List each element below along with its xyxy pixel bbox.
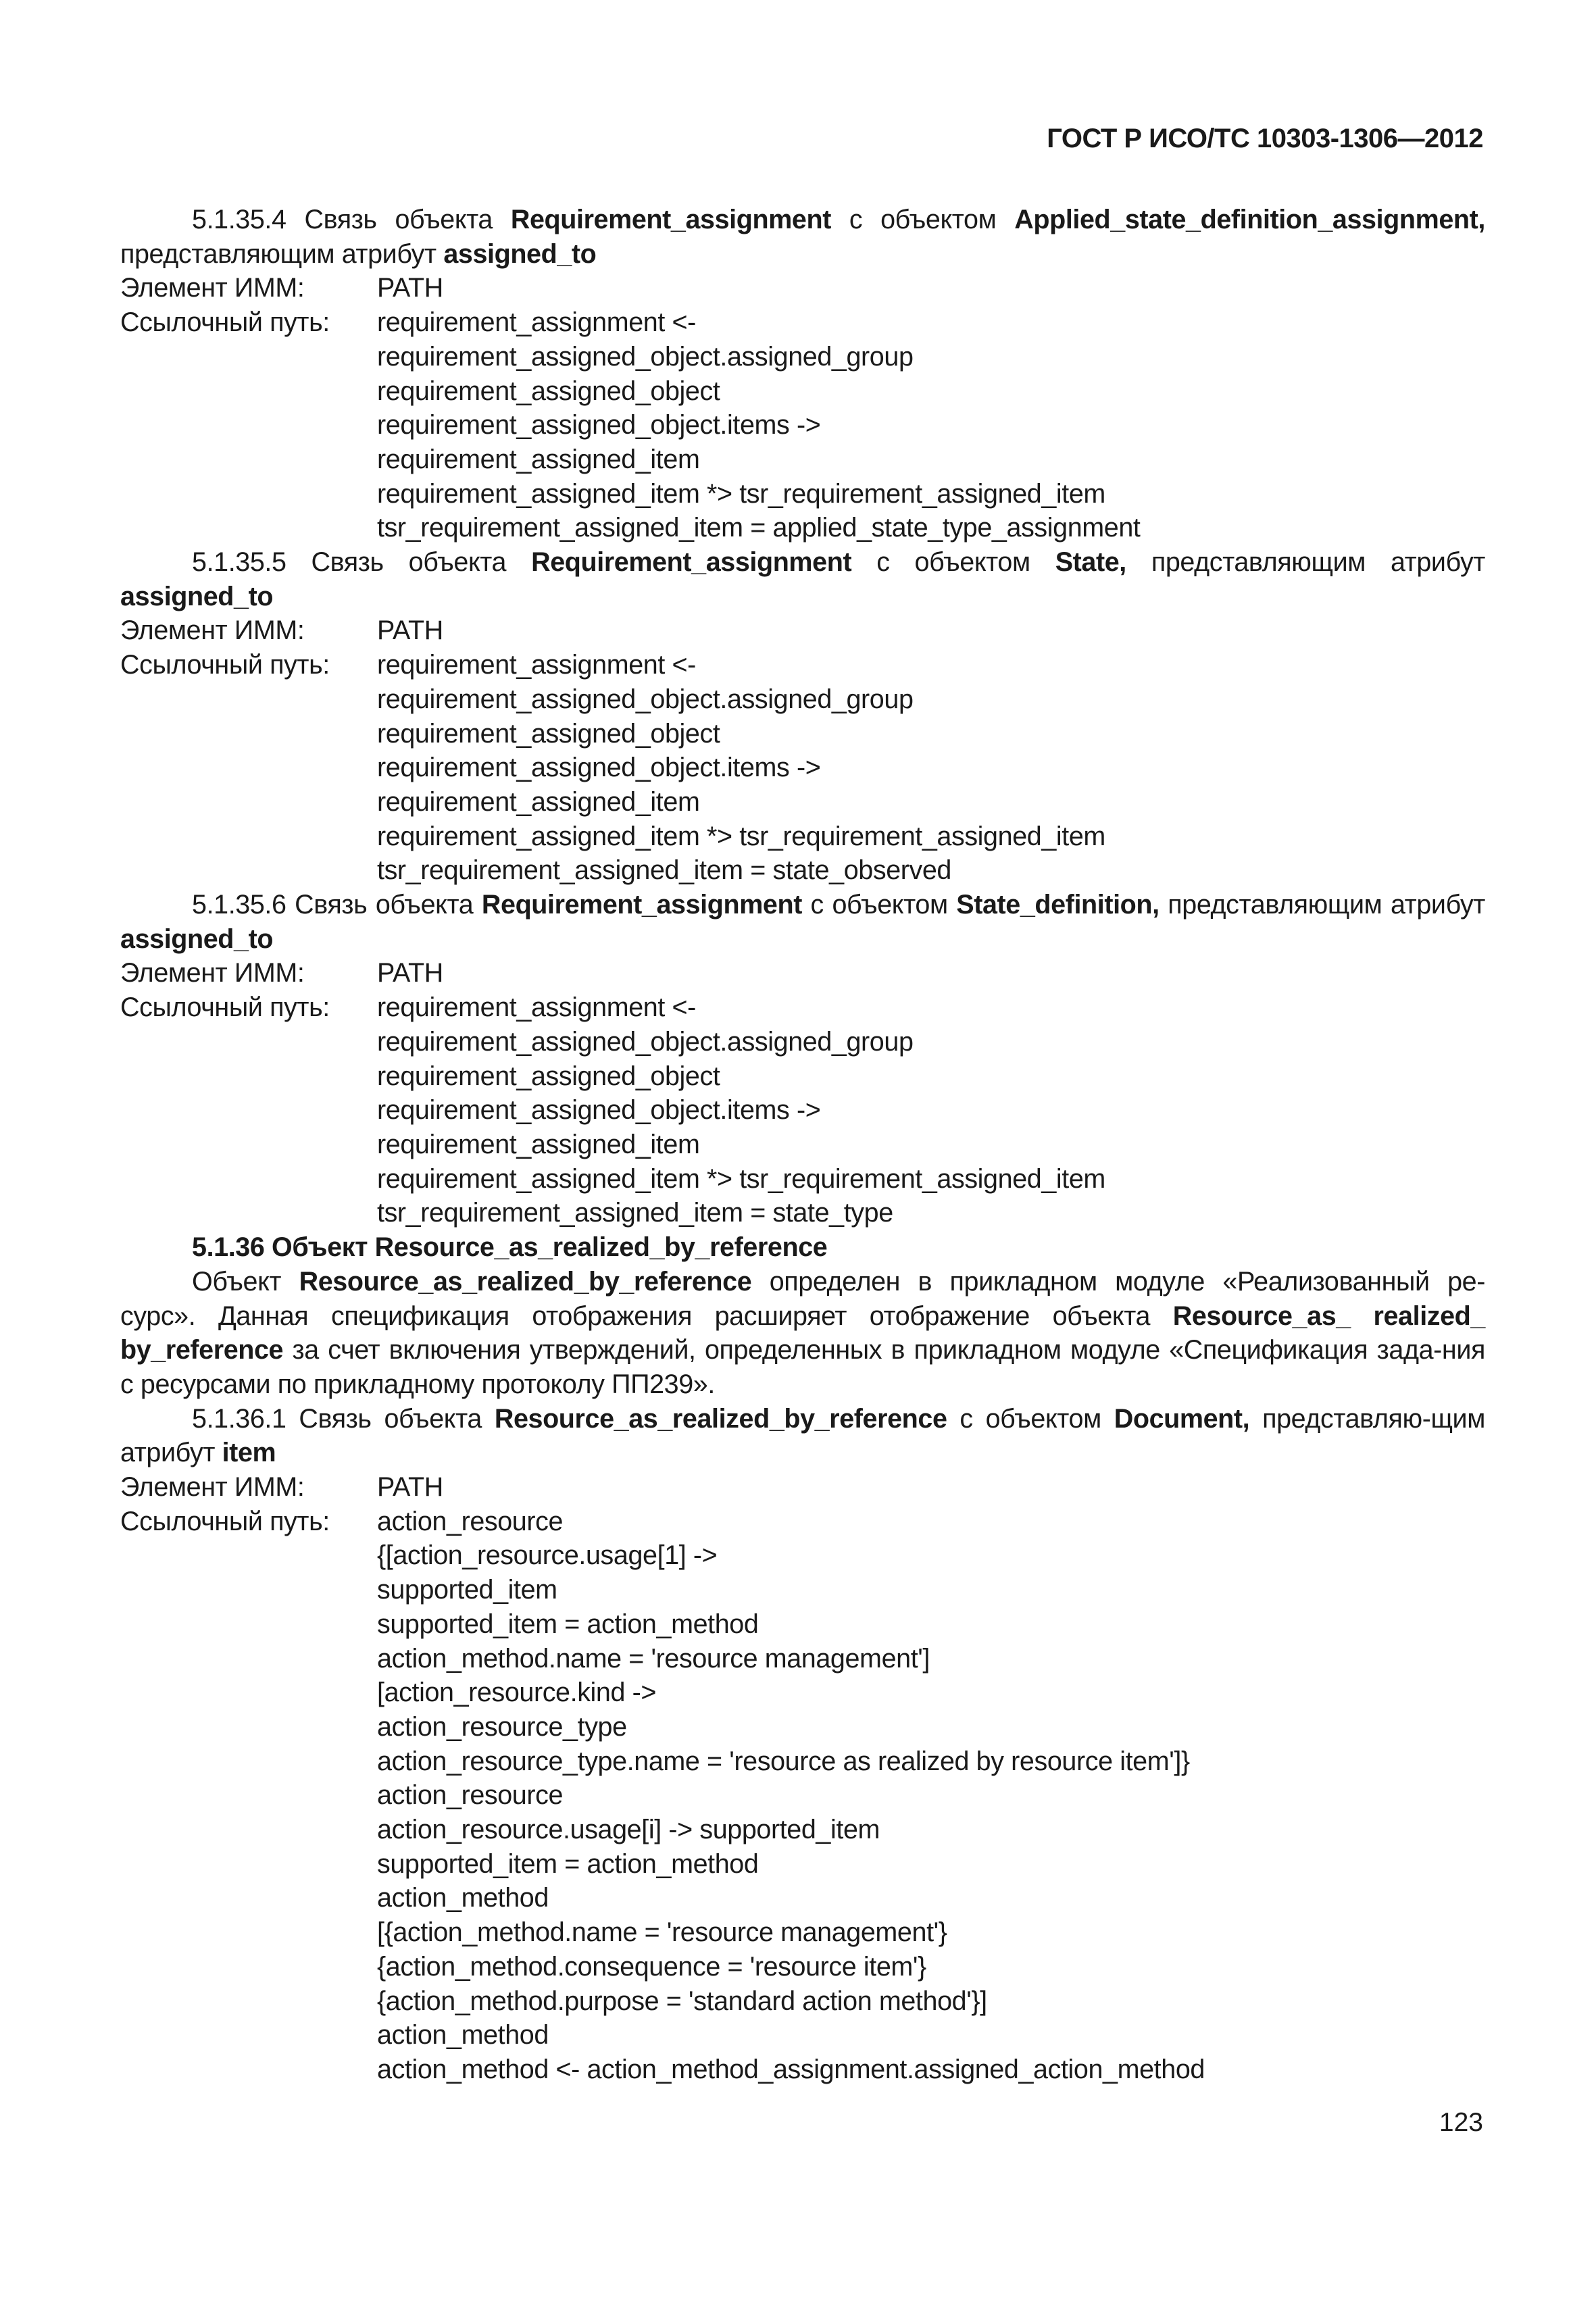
section-intro: Объект Resource_as_realized_by_reference определен в прикладном модуле «Реализованный ре-сурс». Данная спецификация отображения расширяет отображение объекта Resource_as_ realized_ by_reference за счет включения утверждений, определенных в прикладном модуле «Спецификация зада-ния с ресурсами по прикладному протоколу ПП239».: [120, 1266, 1485, 1399]
section-5-1-36: [120, 1230, 1485, 2087]
aim-element-label: Элемент ИММ:: [120, 615, 305, 646]
path-line: requirement_assigned_object.assigned_group: [377, 341, 914, 372]
path-line: requirement_assigned_object: [377, 376, 720, 406]
path-line: action_resource: [377, 1506, 564, 1536]
entity-name: Requirement_assignment: [531, 547, 852, 578]
reference-path-label: Ссылочный путь:: [120, 1506, 330, 1536]
page-number: 123: [1439, 2108, 1483, 2137]
aim-element-value: PATH: [377, 958, 443, 988]
attribute-name: assigned_to: [120, 924, 274, 954]
path-line: action_resource_type: [377, 1711, 627, 1742]
aim-element-value: PATH: [377, 273, 443, 303]
path-line: action_method.name = 'resource management']: [377, 1643, 930, 1674]
section-5-1-35-4: [120, 203, 1485, 545]
reference-path: [120, 1025, 1485, 1230]
path-line: requirement_assignment <-: [377, 307, 696, 338]
path-line: requirement_assignment <-: [377, 992, 696, 1023]
path-line: tsr_requirement_assigned_item = state_type: [377, 1198, 893, 1228]
path-line: requirement_assigned_object: [377, 718, 720, 749]
section-heading: 5.1.36 Объект Resource_as_realized_by_reference: [192, 1232, 828, 1263]
aim-element-label: Элемент ИММ:: [120, 273, 305, 303]
page-content: [120, 203, 1485, 2087]
path-line: requirement_assigned_item: [377, 786, 700, 817]
path-line: supported_item: [377, 1575, 557, 1605]
aim-element-value: PATH: [377, 615, 443, 646]
attribute-name: assigned_to: [120, 581, 274, 611]
section-5-1-35-5: [120, 545, 1485, 888]
reference-path-row: [120, 1505, 1485, 1539]
aim-element-row: [120, 1470, 1485, 1505]
reference-path-label: Ссылочный путь:: [120, 650, 330, 680]
path-line: requirement_assigned_object.assigned_group: [377, 684, 914, 714]
reference-path: [120, 682, 1485, 888]
entity-name: State,: [1055, 547, 1126, 578]
aim-element-label: Элемент ИММ:: [120, 1472, 305, 1503]
path-line: requirement_assigned_object.items ->: [377, 410, 821, 441]
section-5-1-35-6: [120, 888, 1485, 1230]
path-line: {[action_resource.usage[1] ->: [377, 1540, 718, 1571]
reference-path: [120, 340, 1485, 545]
path-line: requirement_assignment <-: [377, 650, 696, 680]
reference-path-row: [120, 305, 1485, 340]
path-line: {action_method.purpose = 'standard action method'}]: [377, 1986, 987, 2016]
reference-path: [120, 1538, 1485, 2086]
path-line: requirement_assigned_item *> tsr_requirement_assigned_item: [377, 821, 1105, 851]
path-line: [action_resource.kind ->: [377, 1678, 657, 1708]
path-line: requirement_assigned_item *> tsr_requirement_assigned_item: [377, 478, 1105, 509]
path-line: tsr_requirement_assigned_item = state_observed: [377, 855, 952, 886]
path-line: requirement_assigned_object.items ->: [377, 1095, 821, 1126]
path-line: requirement_assigned_item: [377, 444, 700, 474]
aim-element-row: [120, 271, 1485, 305]
attribute-name: assigned_to: [443, 238, 597, 269]
path-line: requirement_assigned_object.items ->: [377, 753, 821, 783]
path-line: requirement_assigned_item *> tsr_requirement_assigned_item: [377, 1163, 1105, 1194]
attribute-name: item: [222, 1438, 276, 1468]
path-line: {action_method.consequence = 'resource item'}: [377, 1951, 926, 1982]
path-line: requirement_assigned_object: [377, 1061, 720, 1091]
document-header: ГОСТ Р ИСО/ТС 10303-1306—2012: [1047, 124, 1483, 153]
section-title: 5.1.36.1 Связь объекта Resource_as_realized_by_reference с объектом Document, представляю-щим атрибут item: [120, 1403, 1485, 1468]
entity-name: Requirement_assignment: [481, 890, 802, 920]
aim-element-row: [120, 613, 1485, 648]
reference-path-label: Ссылочный путь:: [120, 992, 330, 1023]
aim-element-value: PATH: [377, 1472, 443, 1503]
entity-name: Applied_state_definition_assignment,: [1014, 205, 1485, 234]
section-title: 5.1.35.5 Связь объекта Requirement_assignment с объектом State, представляющим атрибут assigned_to: [120, 547, 1485, 611]
path-line: action_resource_type.name = 'resource as realized by resource item']}: [377, 1746, 1190, 1776]
section-title: 5.1.35.6 Связь объекта Requirement_assignment с объектом State_definition, представляющим атрибут assigned_to: [120, 890, 1485, 954]
path-line: action_method <- action_method_assignment.assigned_action_method: [377, 2054, 1205, 2084]
path-line: requirement_assigned_item: [377, 1129, 700, 1159]
path-line: requirement_assigned_object.assigned_group: [377, 1026, 914, 1057]
path-line: action_resource.usage[i] -> supported_item: [377, 1815, 880, 1845]
entity-name: Document,: [1114, 1403, 1250, 1434]
entity-name: Requirement_assignment: [510, 205, 831, 234]
entity-name: State_definition,: [956, 890, 1159, 920]
reference-path-label: Ссылочный путь:: [120, 307, 330, 338]
path-line: action_resource: [377, 1780, 564, 1811]
entity-name: Resource_as_realized_by_reference: [299, 1266, 752, 1297]
entity-name: Resource_as_ realized_ by_reference: [120, 1301, 1485, 1365]
path-line: supported_item = action_method: [377, 1848, 759, 1879]
path-line: action_method: [377, 1883, 549, 1913]
section-title: 5.1.35.4 Связь объекта Requirement_assignment с объектом Applied_state_definition_assignment, представляющим атрибут assigned_to: [120, 205, 1485, 269]
path-line: tsr_requirement_assigned_item = applied_state_type_assignment: [377, 513, 1141, 543]
section-5-1-36-1: [120, 1402, 1485, 2087]
reference-path-row: [120, 990, 1485, 1025]
reference-path-row: [120, 648, 1485, 682]
aim-element-row: [120, 956, 1485, 990]
path-line: supported_item = action_method: [377, 1609, 759, 1639]
aim-element-label: Элемент ИММ:: [120, 958, 305, 988]
entity-name: Resource_as_realized_by_reference: [494, 1403, 947, 1434]
path-line: action_method: [377, 2020, 549, 2051]
path-line: [{action_method.name = 'resource management'}: [377, 1917, 947, 1948]
